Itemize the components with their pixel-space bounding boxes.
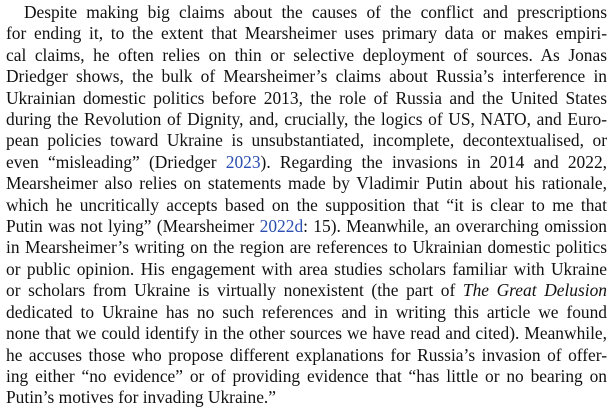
text-run: even “misleading” (Driedger [6,151,226,172]
text-run: none that we could identify in the other sources we have read and cited). Meanwhile, [6,323,607,344]
text-line [6,280,607,301]
text-line [6,195,607,216]
text-line [6,88,607,109]
text-run: in Mearsheimer’s writing on the region are references to Ukrainian domestic politics [6,237,607,258]
text-line [6,323,607,344]
text-line [6,2,607,23]
text-run: or scholars from Ukraine is virtually nonexistent (the part of [6,280,463,301]
text-run: : 15). Meanwhile, an overarching omission [303,216,608,237]
body-paragraph [6,2,607,409]
citation-link[interactable]: 2023 [225,151,261,172]
text-line [6,366,607,387]
text-line [6,109,607,130]
text-line [6,66,607,87]
text-run: Ukrainian domestic politics before 2013, the role of Russia and the United States [6,87,607,108]
text-run: pean policies toward Ukraine is unsubstantiated, incomplete, decontextualised, or [6,130,607,151]
text-run: or public opinion. His engagement with area studies scholars familiar with Ukraine [6,258,607,279]
text-run: ). Regarding the invasions in 2014 and 2022, [260,151,607,172]
text-line [6,152,607,173]
text-line [6,23,607,44]
text-line [6,387,607,408]
citation-link[interactable]: 2022d [259,216,304,237]
text-run: during the Revolution of Dignity, and, crucially, the logics of US, NATO, and Euro- [6,109,607,130]
text-line [6,237,607,258]
text-line [6,130,607,151]
text-line [6,45,607,66]
text-run: Despite making big claims about the causes of the conflict and prescriptions [24,2,607,22]
text-run: he accuses those who propose different explanations for Russia’s invasion of offer- [6,344,607,365]
text-line [6,302,607,323]
text-line [6,173,607,194]
text-run: for ending it, to the extent that Mearsheimer uses primary data or makes empiri- [6,23,607,44]
text-run: cal claims, he often relies on thin or selective deployment of sources. As Jonas [6,44,607,65]
text-run: Mearsheimer also relies on statements made by Vladimir Putin about his rationale, [6,173,607,194]
text-run: Putin was not lying” (Mearsheimer [6,216,260,237]
text-run: Driedger shows, the bulk of Mearsheimer’s claims about Russia’s interference in [6,66,607,87]
text-line [6,259,607,280]
book-title: The Great Delusion [462,280,607,301]
text-run: Putin’s motives for invading Ukraine.” [6,387,276,408]
text-run: which he uncritically accepts based on the supposition that “it is clear to me that [6,194,607,215]
text-line [6,345,607,366]
text-run: dedicated to Ukraine has no such references and in writing this article we found [6,301,607,322]
text-run: ing either “no evidence” or of providing evidence that “has little or no bearing on [6,365,607,386]
text-line [6,216,607,237]
